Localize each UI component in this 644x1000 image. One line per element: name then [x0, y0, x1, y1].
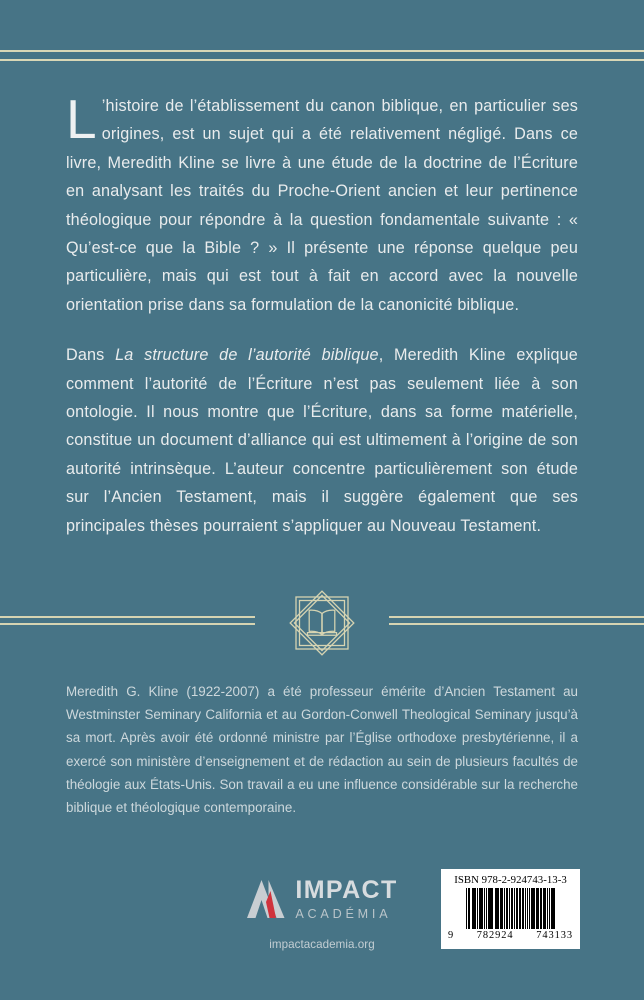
blurb-paragraph-1-text: ’histoire de l’établissement du canon biblique, en particulier ses origines, est un sujet qui a été relativement négligé. Dans ce livre, Meredith Kline se livre à une étude de la doctrine de l’Écriture en analysant les traités du Proche-Orient ancien et leur pertinence théologique pour répondre à la question fondamentale suivante : « Qu’est-ce que la Bible ? » Il présente une réponse quelque peu particulière, mais qui est tout à fait en accord avec la nouvelle orientation prise dans sa formulation de la canonicité biblique.	[66, 97, 578, 314]
blurb-paragraph-2	[66, 341, 578, 540]
publisher-logo-wordmark	[295, 878, 397, 921]
ornament-rail-right-lower	[389, 623, 644, 625]
top-double-rule	[0, 50, 644, 62]
barcode-bars	[447, 888, 574, 929]
isbn-barcode-block	[441, 869, 580, 949]
blurb-paragraph-2-lead: Dans	[66, 346, 116, 365]
ornament-emblem	[282, 583, 362, 663]
top-rule-line-upper	[0, 50, 644, 52]
ornament-rail-left-lower	[0, 623, 255, 625]
isbn-label: ISBN 978-2-924743-13-3	[454, 874, 567, 886]
author-bio-text: Meredith G. Kline (1922-2007) a été professeur émérite d’Ancien Testament au Westminster Seminary California et au Gordon-Conwell Theological Seminary jusqu’à sa mort. Après avoir été ordonné ministre par l’Église orthodoxe presbytérienne, il a exercé son ministère d’enseignement et de rédaction au sein de plusieurs facultés de théologie aux États-Unis. Son travail a eu une influence considérable sur la recherche biblique et théologique contemporaine.	[66, 684, 578, 816]
drop-cap-letter: L	[66, 88, 97, 150]
blurb-text-block	[66, 88, 578, 540]
barcode-digit-group-1: 9	[448, 930, 455, 941]
publisher-name-secondary: ACADÉMIA	[295, 907, 392, 921]
publisher-name-primary: IMPACT	[295, 876, 398, 904]
top-rule-line-lower	[0, 59, 644, 61]
blurb-paragraph-1	[66, 88, 578, 319]
barcode-digit-group-3: 743133	[536, 930, 573, 941]
barcode-digits	[447, 929, 574, 941]
blurb-paragraph-2-rest: , Meredith Kline explique comment l’autorité de l’Écriture n’est pas seulement liée à son ontologie. Il nous montre que l’Écriture, dans sa forme matérielle, constitue un document d’alliance qui est ultimement à l’origine de son autorité intrinsèque. L’auteur concentre particulièrement son étude sur l’Ancien Testament, mais il suggère également que ses principales thèses pourraient s’appliquer au Nouveau Testament.	[66, 346, 578, 535]
book-title-italic: La structure de l’autorité biblique	[115, 346, 379, 365]
section-divider-ornament	[0, 583, 644, 663]
barcode-digit-group-2: 782924	[476, 930, 514, 941]
publisher-website-url[interactable]: impactacademia.org	[269, 938, 375, 952]
impact-mountain-a-logo-icon	[246, 878, 286, 920]
open-book-glyph	[307, 610, 336, 635]
ornament-rail-right-upper	[389, 616, 644, 618]
ornament-rail-left-upper	[0, 616, 255, 618]
publisher-logo-row	[246, 878, 397, 921]
author-bio-block	[66, 680, 578, 819]
